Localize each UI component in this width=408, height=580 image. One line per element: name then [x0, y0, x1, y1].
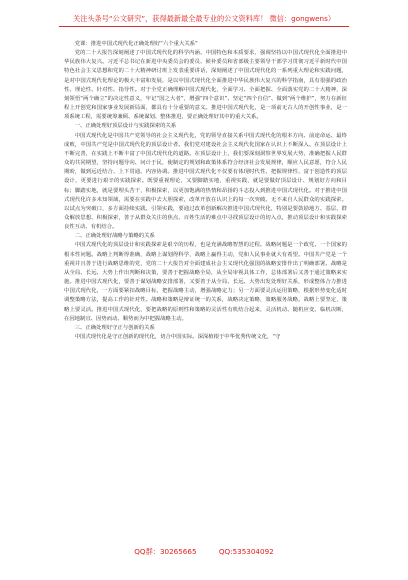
header-divider — [59, 26, 349, 27]
section-heading-3: 三、正确处理好守正与创新的关系 — [74, 324, 155, 331]
promo-banner[interactable]: 关注头条号“公文研究”，获得最新最全最专业的公文资料库！ 微信：gongwens） — [72, 14, 336, 23]
intro-paragraph: 党的二十大报告深刻阐述了中国式现代化的科学内涵、中国特色和本质要求，强调坚持以中国式现代化全面推进中华民族伟大复兴。习近平总书记在新进中央委员会的委员、候补委员和省部级主要领导干部学习贯彻习近平新时代中国特色社会主义思想和党的二十大精神研讨班上发表重要讲话，深刻阐述了中国式现代化的一系列重大理论和实践问题，是对中国式现代化理论的极大丰富和发展，是以中国式现代化全面推进中华民族伟大复兴的科学指南，具有很强的政治性、理论性、针对性、指导性。对于全党正确理解中国式现代化，全面学习、全面把握、全面落实党的二十大精神，深刻领悟“两个确立”的决定性意义，牢记“国之大者”，增强“四个意识”、坚定“四个自信”、做到“两个维护”，努力在新征程上开创党和国家事业发展新局面，都具有十分重要的意义。推进中国式现代化，是一项前无古人的开创性事业，是一项系统工程，需要统筹兼顾、系统谋划、整体推进，要正确处理好其中的重大关系。 — [64, 50, 347, 121]
section-body-1: 中国式现代化是中国共产党领导的社会主义现代化，党的领导直接关系中国式现代化的根本方向、前途命运、最终成败，中国共产党是中国式现代化的顶层设计者。我们党对建设社会主义现代化国家在认识上不断深入、在顶层设计上不断完善，在实践上不断丰富了中国式现代化的道路。在顶层设计上，我们要深刻洞察世界发展大势，准确把握人民群众的共同期望，坚持问题导向、问计于民，使制定的规划和政策体系符合经济社会发展规律，顺应人民意愿，符合人民期盼，做到远近结合、上下贯通、内容协调。推进中国式现代化不仅要有体现时代性、把握规律性、富于创造性的顶层设计，更要进行艰辛的实践探索。既要重视理论，又要脚踏实地，重视实践，就是要做好顶层设计、规划好方向和目标；脚踏实地，就是要埋头苦干，积极探索，以更加饱满的热情和昂扬的斗志投入到推进中国式现代化。对于推进中国式现代化许多未知领域，需要在实践中去大胆探索，改革开放在认识上的每一次突破、无不来自人民群众的实践探索。以试点为突破口，多方面持续实践、引领实践，要通过改革创新解决推进中国式现代化，特别是要鼓励地方、基层、群众解放思想、积极探索，善于从群众关注的焦点、百姓生活的难点中寻找顶层设计的切入点，推动顶层设计和实践探索良性互动、有机结合。 — [64, 132, 347, 231]
section-body-2: 中国式现代化的顶层设计和实践探索是艰辛的历程，也是充满战略智慧的过程。战略问题是一个政党、一个国家的根本性问题。战略上判断得准确，战略上谋划得科学，战略上赢得主动，党和人民事业就大有希望。中国共产党是一个重视并且善于进行战略思维的党，党的二十大报告对全面建成社会主义现代化强国的战略安排作出了明确部署。战略是从全局、长远、大势上作出判断和决策，要善于把握战略全局，从全局审视具体工作，总体部署后又善于通过策略来实施。推进中国式现代化，要善于谋划战略安排部署，又要善于从全局、长远、大势出发处理好关系，形成整体合力推进中国式现代化，一方面要紧扣战略目标，把握战略主动，增强战略定力；另一方面要灵活运用策略，根据形势变化适时调整策略方法，提高工作的针对性。战略和策略是辩证统一的关系，战略决定策略，策略服务战略。战略上要坚定，策略上要灵活。推进中国式现代化，要把战略的原则性和策略的灵活性有机结合起来，灵活机动、随机应变、临机决断，在因地制宜、因势而动、顺势而为中把握战略主动。 — [64, 242, 347, 322]
qq-group-label: QQ群：30265665 — [134, 547, 197, 556]
section-heading-2: 二、正确处理好战略与策略的关系 — [74, 233, 155, 240]
page-header — [0, 14, 408, 27]
document-title: 党课：推进中国式现代化正确处理好“六个重大关系” — [74, 41, 198, 47]
document-body — [64, 40, 347, 342]
section-body-3: 中国式现代化是守正创新的现代化，切合中国实际。深深植根于中华优秀传统文化，“守 — [74, 334, 281, 340]
qq-contact-label: QQ:535304092 — [218, 547, 274, 556]
page-footer — [0, 547, 408, 557]
section-heading-1: 一、正确处理好顶层设计与实践探索的关系 — [74, 123, 177, 130]
